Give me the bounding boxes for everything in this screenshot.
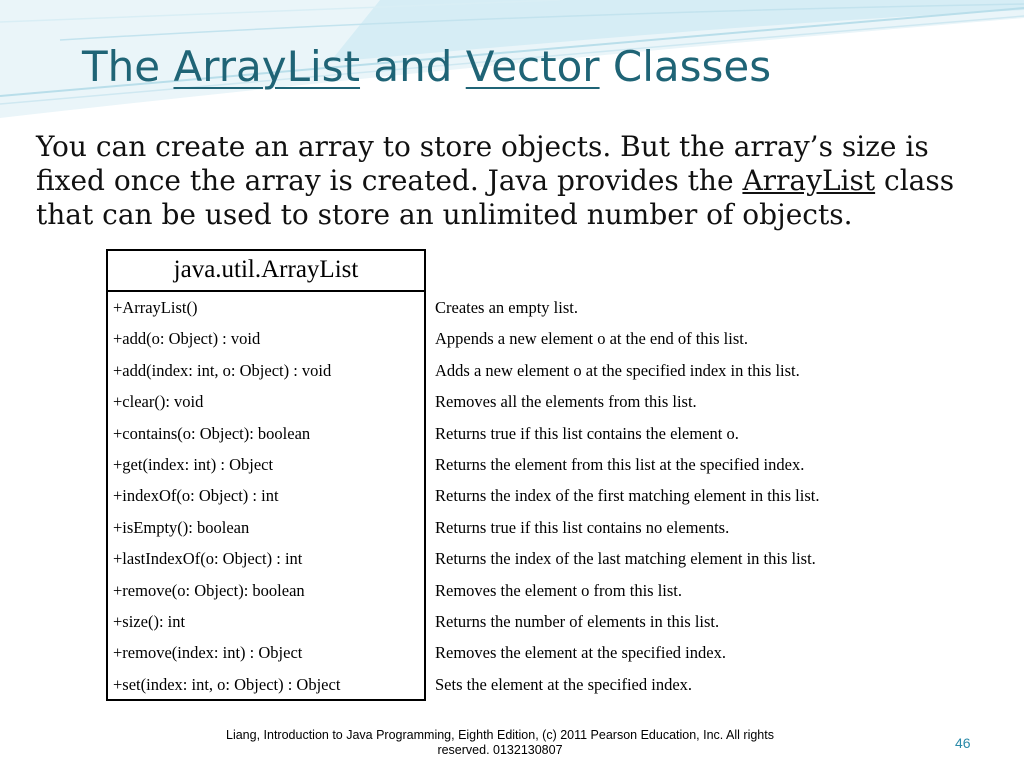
method-description: Appends a new element o at the end of this list.: [435, 329, 748, 349]
method-description: Returns true if this list contains no elements.: [435, 517, 730, 537]
method-item: +set(index: int, o: Object) : Object: [113, 674, 341, 694]
method-description-list: [435, 295, 819, 703]
method-description: Adds a new element o at the specified index in this list.: [435, 360, 800, 380]
method-item: +remove(o: Object): boolean: [113, 580, 305, 600]
method-item: +add(index: int, o: Object) : void: [113, 360, 332, 380]
method-description: Returns the index of the first matching element in this list.: [435, 486, 820, 506]
method-item: +size(): int: [113, 611, 186, 631]
method-description: Returns true if this list contains the element o.: [435, 423, 739, 443]
method-description: Removes all the elements from this list.: [435, 392, 697, 412]
method-item: +clear(): void: [113, 392, 204, 412]
title-arraylist: ArrayList: [173, 42, 361, 91]
method-description: Returns the element from this list at the specified index.: [435, 454, 805, 474]
method-description: Sets the element at the specified index.: [435, 674, 693, 694]
method-description: Removes the element at the specified index.: [435, 643, 726, 663]
method-item: +contains(o: Object): boolean: [113, 423, 311, 443]
uml-class-box: [106, 249, 426, 701]
method-item: +ArrayList(): [113, 298, 198, 317]
uml-class-name: java.util.ArrayList: [108, 251, 424, 292]
method-item: +isEmpty(): boolean: [113, 517, 250, 537]
intro-arraylist: ArrayList: [742, 164, 876, 197]
title-vector: Vector: [465, 42, 600, 91]
slide-title: The ArrayList and Vector Classes: [82, 42, 772, 91]
method-item: +remove(index: int) : Object: [113, 643, 303, 663]
uml-method-list: [108, 292, 424, 704]
method-item: +get(index: int) : Object: [113, 454, 274, 474]
page-number: 46: [955, 735, 971, 751]
method-item: +add(o: Object) : void: [113, 329, 261, 349]
intro-paragraph: You can create an array to store objects. But the array’s size is fixed once the array is created. Java provides the ArrayList class that can be used to store an unlimited number of objects.: [36, 130, 955, 231]
method-item: +lastIndexOf(o: Object) : int: [113, 549, 303, 569]
method-description: Returns the index of the last matching element in this list.: [435, 549, 816, 569]
method-description: Creates an empty list.: [435, 298, 578, 317]
method-description: Returns the number of elements in this list.: [435, 611, 720, 631]
copyright-footer: Liang, Introduction to Java Programming, Eighth Edition, (c) 2011 Pearson Education, Inc. All rights reserved. 0132130807: [226, 728, 774, 757]
method-description: Removes the element o from this list.: [435, 580, 683, 600]
method-item: +indexOf(o: Object) : int: [113, 486, 279, 506]
